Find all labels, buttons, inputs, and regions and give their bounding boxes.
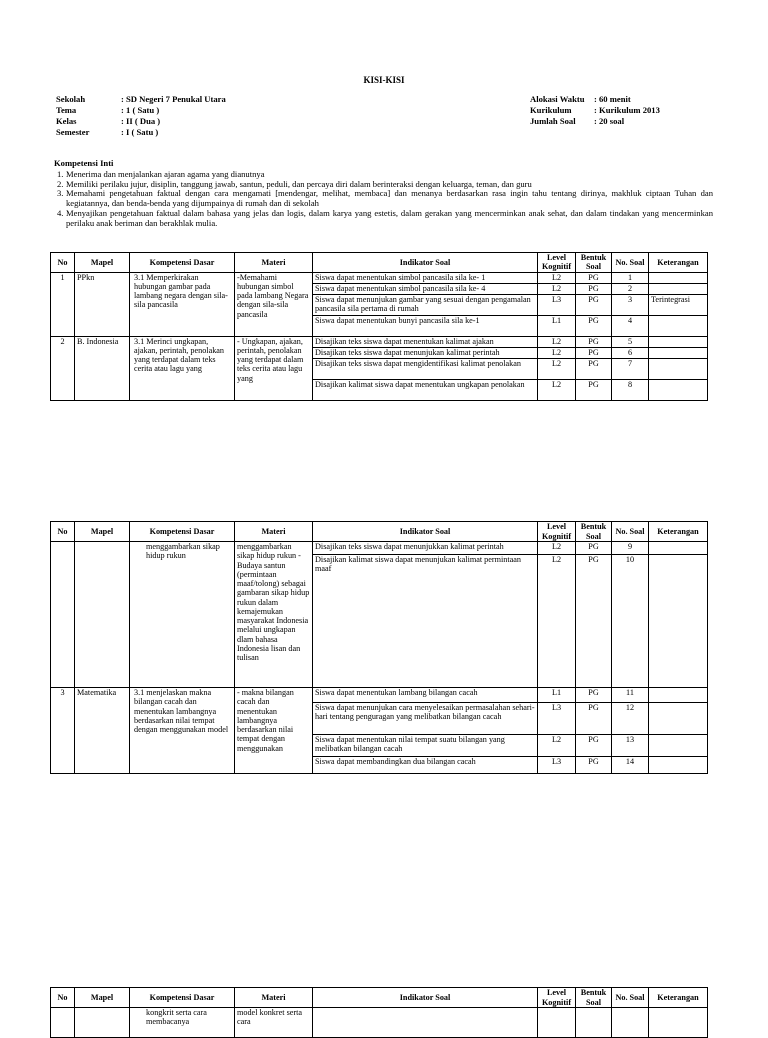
exam-info [530, 95, 660, 128]
header-no: No [51, 988, 75, 1008]
cell-level: L2 [538, 336, 576, 347]
table-row [51, 688, 708, 703]
cell-material: - makna bilangan cacah dan menentukan lambangnya berdasarkan nilai tempat dengan menggunakan [235, 688, 313, 774]
header-notes: Keterangan [649, 253, 708, 273]
cell-notes [649, 379, 708, 400]
info-label: Kurikulum [530, 105, 572, 115]
table-row [51, 1008, 708, 1038]
header-level: Level Kognitif [538, 522, 576, 542]
cell-subject: B. Indonesia [75, 336, 130, 400]
kd-text: menggambarkan sikap hidup rukun [146, 542, 220, 561]
cell-basic-competence [130, 542, 235, 688]
info-value: : SD Negeri 7 Penukal Utara [121, 94, 226, 104]
document-title: KISI-KISI [363, 75, 405, 85]
kd-text: 3.1 Merinci ungkapan, ajakan, perintah, penolakan yang terdapat dalam teks cerita atau lagu yang [134, 336, 225, 374]
cell-type: PG [576, 688, 612, 703]
cell-level: L2 [538, 555, 576, 688]
list-number: 3. [57, 188, 64, 199]
header-indicator: Indikator Soal [313, 253, 538, 273]
core-competence-title: Kompetensi Inti [54, 158, 114, 168]
cell-question-no: 14 [612, 757, 649, 774]
cell-type: PG [576, 555, 612, 688]
header-indicator: Indikator Soal [313, 522, 538, 542]
header-subject: Mapel [75, 522, 130, 542]
cell-subject: Matematika [75, 688, 130, 774]
table-header-row [51, 253, 708, 273]
cell-question-no: 1 [612, 272, 649, 283]
info-label: Jumlah Soal [530, 116, 576, 126]
cell-notes [649, 688, 708, 703]
info-value: : I ( Satu ) [121, 127, 159, 137]
cell-basic-competence [130, 688, 235, 774]
cell-question-no: 7 [612, 358, 649, 379]
header-level: Level Kognitif [538, 253, 576, 273]
cell-level: L3 [538, 757, 576, 774]
cell-question-no: 6 [612, 347, 649, 358]
cell-notes [649, 555, 708, 688]
header-material: Materi [235, 988, 313, 1008]
grid-table-1 [50, 252, 708, 401]
cell-question-no: 9 [612, 542, 649, 555]
school-info [56, 95, 226, 139]
cell-question-no: 11 [612, 688, 649, 703]
header-type: Bentuk Soal [576, 253, 612, 273]
kd-text: 3.1 Memperkirakan hubungan gambar pada lambang negara dengan sila-sila pancasila [134, 272, 228, 310]
cell-no: 3 [51, 688, 75, 774]
info-value: : 60 menit [594, 94, 631, 104]
header-no: No [51, 253, 75, 273]
cell-basic-competence [130, 1008, 235, 1038]
cell-question-no: 8 [612, 379, 649, 400]
header-question-no: No. Soal [612, 522, 649, 542]
cell-no [51, 542, 75, 688]
cell-indicator: Disajikan kalimat siswa dapat menunjukan kalimat permintaan maaf [313, 555, 538, 688]
header-notes: Keterangan [649, 522, 708, 542]
cell-level: L1 [538, 688, 576, 703]
header-material: Materi [235, 253, 313, 273]
cell-subject [75, 542, 130, 688]
cell-indicator: Siswa dapat menentukan simbol pancasila sila ke- 1 [313, 272, 538, 283]
cell-type: PG [576, 379, 612, 400]
cell-question-no: 2 [612, 283, 649, 294]
kd-text: 3.1 menjelaskan makna bilangan cacah dan menentukan lambangnya berdasarkan nilai tempat dengan menggunakan model [134, 688, 229, 735]
info-label: Semester [56, 127, 90, 137]
header-notes: Keterangan [649, 988, 708, 1008]
core-competence-list [57, 170, 713, 228]
cell-level [538, 1008, 576, 1038]
info-label: Kelas [56, 116, 77, 126]
header-no: No [51, 522, 75, 542]
table-row [51, 336, 708, 347]
grid-table-2 [50, 521, 708, 774]
cell-basic-competence [130, 272, 235, 336]
cell-indicator: Disajikan teks siswa dapat menunjukkan kalimat perintah [313, 542, 538, 555]
table-header-row [51, 988, 708, 1008]
cell-question-no: 12 [612, 703, 649, 735]
kd-text: kongkrit serta cara membacanya [146, 1008, 207, 1027]
cell-type: PG [576, 315, 612, 336]
header-level: Level Kognitif [538, 988, 576, 1008]
info-row-semester [56, 128, 226, 139]
cell-notes [649, 315, 708, 336]
info-label: Tema [56, 105, 77, 115]
cell-notes [649, 336, 708, 347]
cell-type [576, 1008, 612, 1038]
cell-notes [649, 272, 708, 283]
header-question-no: No. Soal [612, 988, 649, 1008]
cell-type: PG [576, 735, 612, 757]
table-row [51, 272, 708, 283]
cell-level: L2 [538, 347, 576, 358]
info-label: Sekolah [56, 94, 86, 104]
cell-level: L2 [538, 358, 576, 379]
list-item [57, 189, 713, 208]
cell-type: PG [576, 757, 612, 774]
list-item [57, 209, 713, 228]
cell-question-no: 10 [612, 555, 649, 688]
cell-question-no [612, 1008, 649, 1038]
cell-no: 1 [51, 272, 75, 336]
cell-subject: PPkn [75, 272, 130, 336]
cell-indicator: Siswa dapat membandingkan dua bilangan cacah [313, 757, 538, 774]
cell-level: L2 [538, 379, 576, 400]
cell-type: PG [576, 347, 612, 358]
cell-indicator: Disajikan teks siswa dapat mengidentifikasi kalimat penolakan [313, 358, 538, 379]
cell-material: - Ungkapan, ajakan, perintah, penolakan yang terdapat dalam teks cerita atau lagu yang [235, 336, 313, 400]
cell-level: L2 [538, 542, 576, 555]
cell-question-no: 13 [612, 735, 649, 757]
info-row-question-count [530, 117, 660, 128]
cell-level: L3 [538, 703, 576, 735]
cell-notes [649, 542, 708, 555]
cell-indicator: Disajikan teks siswa dapat menentukan kalimat ajakan [313, 336, 538, 347]
grid-table-3 [50, 987, 708, 1038]
table-header-row [51, 522, 708, 542]
header-basic-competence: Kompetensi Dasar [130, 253, 235, 273]
header-subject: Mapel [75, 253, 130, 273]
cell-type: PG [576, 358, 612, 379]
list-text: Menyajikan pengetahuan faktual dalam bahasa yang jelas dan logis, dalam karya yang estetis, dalam gerakan yang mencerminkan anak sehat, dan dalam tindakan yang mencerminkan perilaku anak beriman dan berakhlak mulia. [66, 207, 713, 228]
header-basic-competence: Kompetensi Dasar [130, 988, 235, 1008]
table-row [51, 542, 708, 555]
cell-notes [649, 1008, 708, 1038]
header-material: Materi [235, 522, 313, 542]
cell-material: model konkret serta cara [235, 1008, 313, 1038]
cell-question-no: 4 [612, 315, 649, 336]
cell-level: L2 [538, 283, 576, 294]
cell-indicator: Siswa dapat menunjukan cara menyelesaikan permasalahan sehari-hari tentang penguragan yang melibatkan bilangan cacah [313, 703, 538, 735]
cell-indicator: Siswa dapat menunjukan gambar yang sesuai dengan pengamalan pancasila sila pertama di rumah [313, 294, 538, 315]
list-text: Menerima dan menjalankan ajaran agama yang dianutnya [66, 169, 265, 179]
cell-level: L2 [538, 735, 576, 757]
cell-material: -Memahami hubungan simbol pada lambang Negara dengan sila-sila pancasila [235, 272, 313, 336]
cell-notes [649, 358, 708, 379]
cell-level: L3 [538, 294, 576, 315]
cell-indicator: Siswa dapat menentukan simbol pancasila sila ke- 4 [313, 283, 538, 294]
list-text: Memiliki perilaku jujur, disiplin, tanggung jawab, santun, peduli, dan percaya diri dalam berinteraksi dengan keluarga, teman, dan guru [66, 178, 532, 189]
header-type: Bentuk Soal [576, 522, 612, 542]
cell-indicator [313, 1008, 538, 1038]
header-indicator: Indikator Soal [313, 988, 538, 1008]
list-number: 4. [57, 207, 64, 218]
cell-notes: Terintegrasi [649, 294, 708, 315]
cell-no [51, 1008, 75, 1038]
cell-type: PG [576, 336, 612, 347]
info-label: Alokasi Waktu [530, 94, 585, 104]
cell-type: PG [576, 294, 612, 315]
cell-basic-competence [130, 336, 235, 400]
cell-notes [649, 347, 708, 358]
cell-indicator: Siswa dapat menentukan lambang bilangan cacah [313, 688, 538, 703]
header-subject: Mapel [75, 988, 130, 1008]
cell-question-no: 3 [612, 294, 649, 315]
info-value: : 20 soal [594, 116, 625, 126]
cell-indicator: Siswa dapat menentukan nilai tempat suatu bilangan yang melibatkan bilangan cacah [313, 735, 538, 757]
header-question-no: No. Soal [612, 253, 649, 273]
cell-level: L1 [538, 315, 576, 336]
cell-type: PG [576, 703, 612, 735]
cell-level: L2 [538, 272, 576, 283]
cell-question-no: 5 [612, 336, 649, 347]
cell-notes [649, 735, 708, 757]
cell-subject [75, 1008, 130, 1038]
cell-material: menggambarkan sikap hidup rukun - Budaya santun (permintaan maaf/tolong) sebagai gambaran sikap hidup rukun dalam kemajemukan masyarakat Indonesia melalui ungkapan dlam bahasa Indonesia lisan dan tulisan [235, 542, 313, 688]
info-value: : Kurikulum 2013 [594, 105, 660, 115]
info-value: : 1 ( Satu ) [121, 105, 160, 115]
list-number: 1. [57, 169, 64, 179]
cell-notes [649, 283, 708, 294]
cell-indicator: Siswa dapat menentukan bunyi pancasila sila ke-1 [313, 315, 538, 336]
cell-notes [649, 757, 708, 774]
cell-indicator: Disajikan teks siswa dapat menunjukan kalimat perintah [313, 347, 538, 358]
header-type: Bentuk Soal [576, 988, 612, 1008]
cell-indicator: Disajikan kalimat siswa dapat menentukan ungkapan penolakan [313, 379, 538, 400]
cell-type: PG [576, 283, 612, 294]
cell-notes [649, 703, 708, 735]
list-text: Memahami pengetahuan faktual dengan cara mengamati [mendengar, melihat, membaca] dan menanya berdasarkan rasa ingin tahu tentang dirinya, makhluk ciptaan Tuhan dan kegiatannya, dan benda-benda yang dijumpainya di rumah dan di sekolah [66, 188, 713, 209]
cell-type: PG [576, 542, 612, 555]
cell-type: PG [576, 272, 612, 283]
list-number: 2. [57, 178, 64, 189]
info-value: : II ( Dua ) [121, 116, 161, 126]
cell-no: 2 [51, 336, 75, 400]
header-basic-competence: Kompetensi Dasar [130, 522, 235, 542]
